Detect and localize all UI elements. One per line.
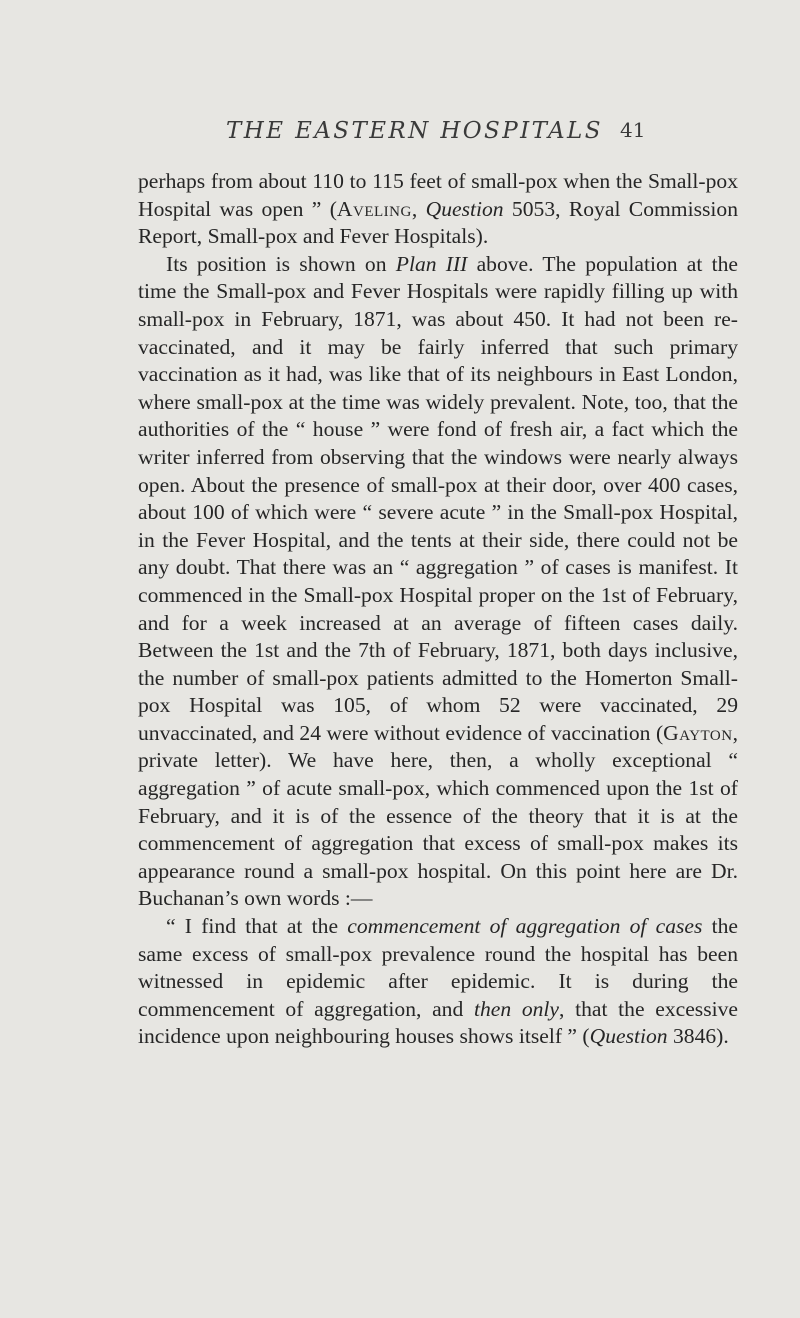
text-run: , private letter). We have here, then, a wholly exceptional “ aggregation ” of acute small-pox, which commenced upon the 1st of February, and it is of the essence of the theory that it is at the commencement of aggregation that excess of small-pox makes its appearance round a small-pox hospital. On this point here are Dr. Buchanan’s own words :— xyxy=(138,720,738,911)
text-run: , xyxy=(411,196,426,221)
block-quote xyxy=(138,913,738,1051)
emphasis: then only xyxy=(473,996,560,1021)
question-label: Question xyxy=(425,196,504,221)
paragraph-1 xyxy=(138,168,738,251)
text-run: 3846). xyxy=(667,1024,729,1049)
emphasis: commencement of aggregation of cases xyxy=(347,914,703,939)
text-run: , that the excessive incidence upon neighbouring houses shows itself ” ( xyxy=(138,996,738,1049)
question-label: Question xyxy=(589,1024,668,1049)
text-run: “ I find that at the xyxy=(166,914,348,939)
text-run: perhaps from about 110 to 115 feet of small-pox when the Small-pox Hospital was open ” ( xyxy=(138,169,738,221)
running-title: THE EASTERN HOSPITALS xyxy=(226,118,603,144)
cited-author: Aveling xyxy=(336,196,412,221)
text-run: above. The population at the time the Small-pox and Fever Hospitals were rapidly filling up with small-pox in February, 1871, was about 450. It had not been re-vaccinated, and it may be fairly inferred that such primary vaccination as it had, was like that of its neighbours in East London, where small-pox at the time was widely prevalent. Note, too, that the authorities of the “ house ” were fond of fresh air, a fact which the writer inferred from observing that the windows were nearly always open. About the presence of small-pox at their door, over 400 cases, about 100 of which were “ severe acute ” in the Small-pox Hospital, in the Fever Hospital, and the tents at their side, there could not be any doubt. That there was an “ aggregation ” of cases is manifest. It commenced in the Small-pox Hospital proper on the 1st of February, and for a week increased at an average of fifteen cases daily. Between the 1st and the 7th of February, 1871, both days inclusive, the number of small-pox patients admitted to the Homerton Small-pox Hospital was 105, of whom 52 were vaccinated, 29 unvaccinated, and 24 were without evidence of vaccination ( xyxy=(138,251,738,745)
text-run: 5053, Royal Commission Report, Small-pox and Fever Hospitals). xyxy=(138,196,738,249)
text-run: Its position is shown on xyxy=(166,251,396,276)
cited-author: Gayton xyxy=(663,720,733,745)
running-head xyxy=(0,118,800,152)
body-text xyxy=(138,168,738,1051)
paragraph-2 xyxy=(138,251,738,913)
text-run: the same excess of small-pox prevalence round the hospital has been witnessed in epidemic after epidemic. It is during the commencement of aggregation, and xyxy=(138,914,738,1021)
plan-reference: Plan III xyxy=(395,251,468,276)
page-number: 41 xyxy=(620,118,646,142)
